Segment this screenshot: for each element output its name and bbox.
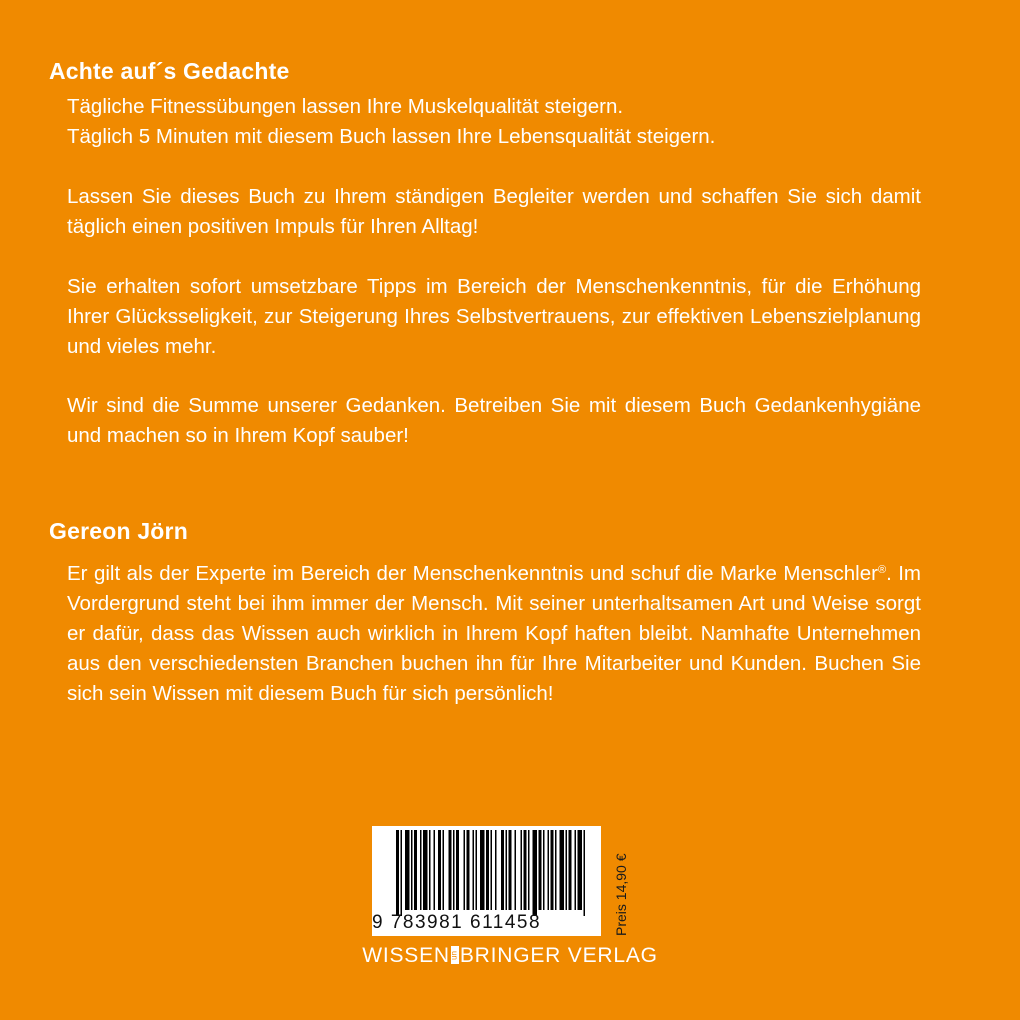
barcode-bar xyxy=(464,830,466,910)
barcode-bar xyxy=(423,830,428,910)
publisher-name-middle: un xyxy=(451,946,459,964)
barcode-bar xyxy=(491,830,493,910)
barcode-bar xyxy=(456,830,459,910)
barcode-bar xyxy=(543,830,545,910)
paragraph-fitness-line-1: Tägliche Fitnessübungen lassen Ihre Muskelqualität steigern. xyxy=(67,95,624,118)
barcode-bar xyxy=(566,830,568,910)
barcode-background xyxy=(372,826,601,936)
barcode-bar xyxy=(560,830,565,910)
barcode-bar xyxy=(528,830,530,910)
barcode-bar xyxy=(411,830,413,910)
barcode-bar xyxy=(401,830,403,916)
barcode-bar xyxy=(539,830,542,910)
barcode-bar xyxy=(486,830,489,910)
paragraph-begleiter: Lassen Sie dieses Buch zu Ihrem ständigen Begleiter werden und schaffen Sie sich damit täglich einen positiven Impuls für Ihren Alltag! xyxy=(67,185,921,238)
barcode-bar xyxy=(429,830,431,910)
paragraph-fitness-line-2: Täglich 5 Minuten mit diesem Buch lassen Ihre Lebensqualität steigern. xyxy=(67,125,716,148)
paragraph-fitness xyxy=(67,92,921,152)
barcode-bar xyxy=(524,830,527,910)
paragraph-author-bio xyxy=(67,559,921,709)
trademark-symbol: ® xyxy=(877,564,887,576)
publisher-name-right: BRINGER VERLAG xyxy=(459,944,658,967)
barcode-bar xyxy=(515,830,517,910)
barcode-bar xyxy=(551,830,554,910)
isbn-barcode xyxy=(372,826,634,936)
barcode-bar xyxy=(396,830,399,916)
barcode-bar xyxy=(476,830,478,910)
barcode-bar xyxy=(438,830,441,910)
barcode-bar xyxy=(405,830,410,910)
publisher-name-left: WISSEN xyxy=(362,944,450,967)
section-heading-achte: Achte auf´s Gedachte xyxy=(49,58,290,84)
isbn-number: 9 783981 611458 xyxy=(372,912,542,933)
barcode-bar xyxy=(584,830,586,916)
barcode-bar xyxy=(509,830,512,910)
price-label: Preis 14,90 € xyxy=(613,853,629,936)
barcode-bar xyxy=(443,830,445,910)
barcode-bar xyxy=(548,830,550,910)
author-bio-part-2: . Im Vordergrund steht bei ihm immer der Mensch. Mit seiner unterhaltsamen Art und Weise sorgt er dafür, dass das Wissen auch wirklich in Ihrem Kopf haften bleibt. Namhafte Unternehmen aus den verschiedensten Branchen buchen ihn für Ihre Mitarbeiter und Kunden. Buchen Sie sich sein Wissen mit diesem Buch für sich persönlich! xyxy=(67,562,921,705)
barcode-bar xyxy=(449,830,452,910)
barcode-bar xyxy=(414,830,417,910)
barcode-bar xyxy=(575,830,577,910)
barcode-bar xyxy=(453,830,455,910)
paragraph-tipps: Sie erhalten sofort umsetzbare Tipps im Bereich der Menschenkenntnis, für die Erhöhung Ihrer Glücksseligkeit, zur Steigerung Ihres Selbstvertrauens, zur effektiven Lebenszielplanung und vieles mehr. xyxy=(67,275,921,358)
section-heading-author: Gereon Jörn xyxy=(49,518,188,544)
barcode-bar xyxy=(434,830,436,910)
barcode-bar xyxy=(506,830,508,910)
barcode-bar xyxy=(533,830,538,916)
barcode-bar xyxy=(578,830,583,910)
publisher-logo xyxy=(0,944,1020,968)
paragraph-gedanken: Wir sind die Summe unserer Gedanken. Betreiben Sie mit diesem Buch Gedankenhygiäne und machen so in Ihrem Kopf sauber! xyxy=(67,394,921,447)
barcode-bar xyxy=(480,830,485,910)
barcode-bar xyxy=(501,830,504,910)
barcode-bar xyxy=(495,830,497,910)
barcode-bar xyxy=(473,830,475,910)
barcode-bar xyxy=(569,830,572,910)
author-bio-part-1: Er gilt als der Experte im Bereich der Menschenkenntnis und schuf die Marke Menschler xyxy=(67,562,878,585)
barcode-bar xyxy=(420,830,422,910)
barcode-bar xyxy=(555,830,557,910)
barcode-bar xyxy=(521,830,523,910)
barcode-bar xyxy=(467,830,470,910)
